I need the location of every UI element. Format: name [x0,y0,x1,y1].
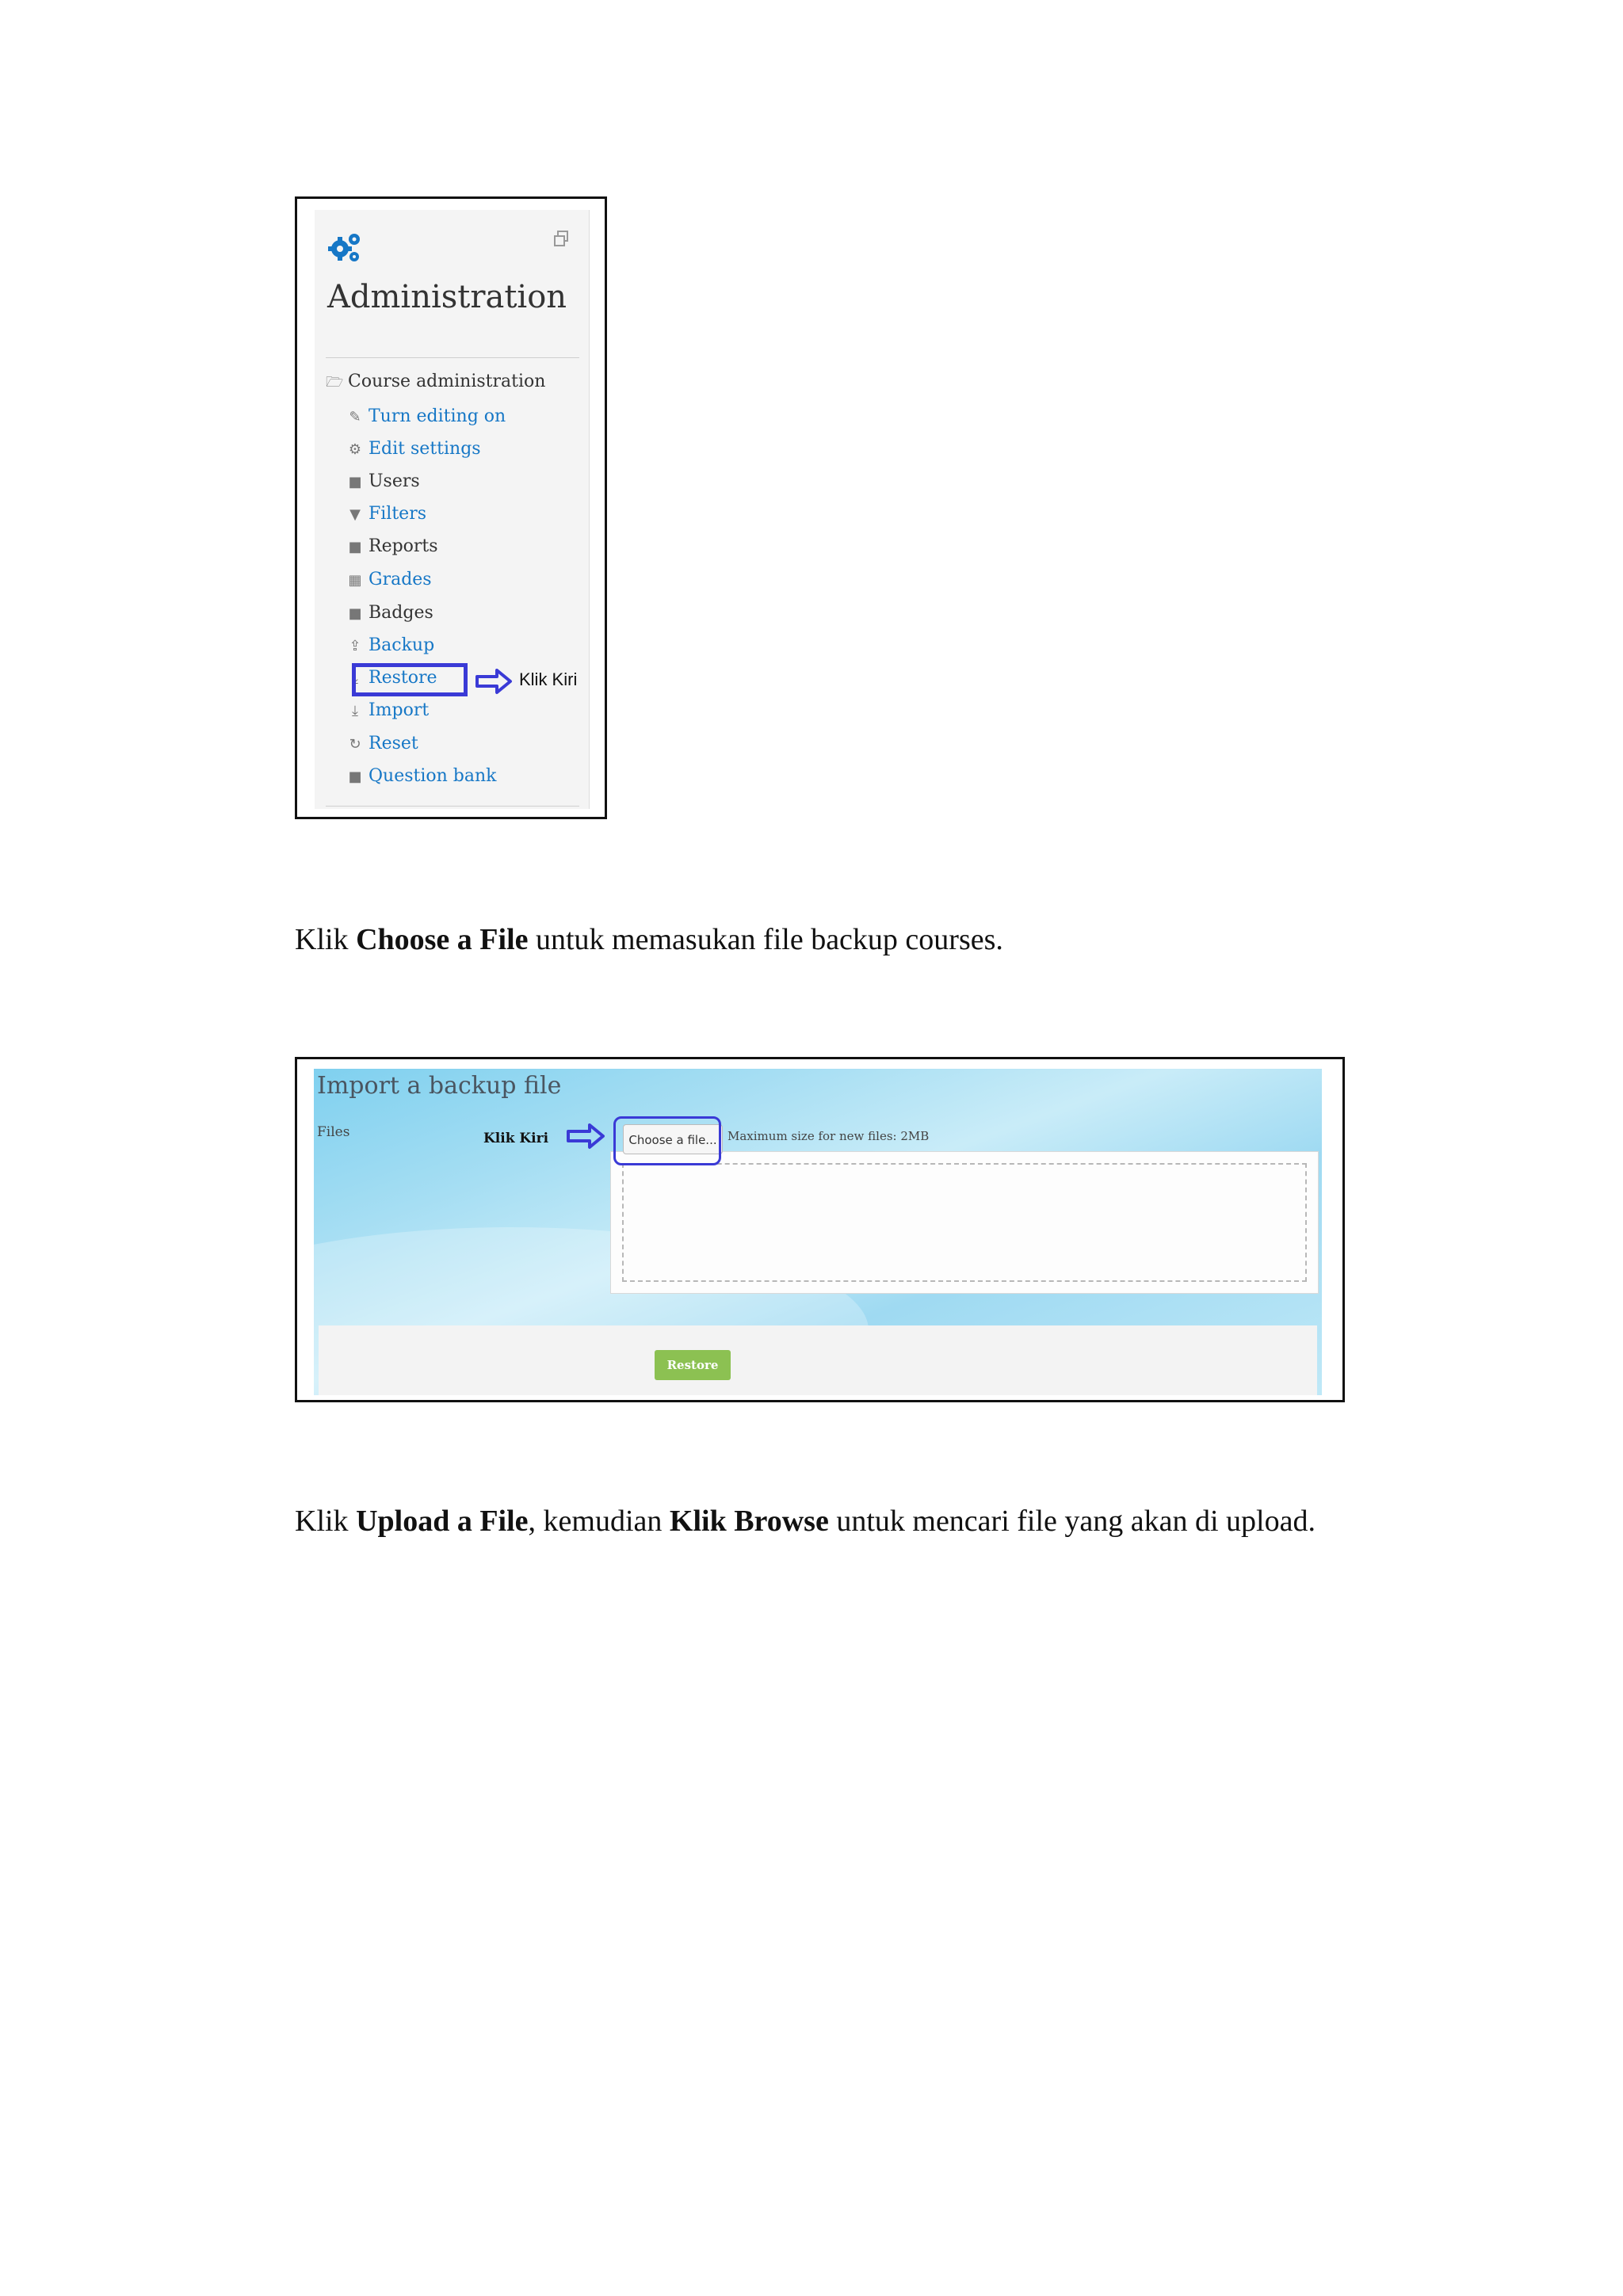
menu-item-filters[interactable]: ▼ Filters [346,502,426,527]
callout-arrow-icon [566,1123,605,1150]
import-backup-panel [314,1069,1322,1395]
choose-a-file-button[interactable]: Choose a file... [623,1124,723,1154]
folder-open-icon: 🗁 [326,374,344,391]
klik-kiri-callout: Klik Kiri [519,669,578,689]
menu-item-reset[interactable]: ↻ Reset [346,732,418,757]
download-icon: ⤓ [352,703,358,719]
restore-button[interactable]: Restore [655,1350,731,1380]
course-administration-label: Course administration [348,372,546,391]
menu-item-edit-settings[interactable]: ⚙ Edit settings [346,437,481,462]
table-icon: ▦ [348,572,362,589]
course-administration-node[interactable] [326,370,545,395]
import-backup-screenshot [295,1057,1345,1402]
max-file-size-note: Maximum size for new files: 2MB [727,1129,930,1143]
administration-title-text: Administration [327,279,567,315]
file-drop-area[interactable] [610,1151,1319,1294]
divider [326,357,579,358]
folder-icon: ■ [348,605,362,622]
admin-block-screenshot [295,196,607,819]
form-footer [319,1325,1317,1395]
menu-item-question-bank[interactable]: ■ Question bank [346,765,497,789]
menu-item-users[interactable]: ■ Users [346,470,420,494]
gears-icon [327,231,362,275]
menu-item-backup[interactable]: ⇪ Backup [346,634,434,658]
menu-item-restore[interactable]: ⤓ Restore [346,666,437,691]
choose-file-highlight [613,1116,721,1165]
restore-highlight-box [352,663,468,696]
gear-icon: ⚙ [348,441,362,458]
menu-item-badges[interactable]: ■ Badges [346,601,433,626]
download-icon: ⤓ [352,670,358,687]
dock-icon[interactable] [557,231,568,242]
filter-icon: ▼ [349,506,361,523]
administration-panel [315,210,590,809]
drop-zone-border [622,1163,1307,1282]
instruction-paragraph-2: Klik Upload a File, kemudian Klik Browse untuk mencari file yang akan di upload. [295,1505,1316,1538]
files-label: Files [317,1124,350,1140]
upload-icon: ⇪ [349,638,361,654]
menu-item-import[interactable]: ⤓ Import [346,699,429,723]
administration-title [327,226,565,319]
pencil-icon: ✎ [349,409,361,425]
refresh-icon: ↻ [349,736,361,753]
klik-kiri-callout: Klik Kiri [483,1131,549,1146]
instruction-paragraph-1: Klik Choose a File untuk memasukan file backup courses. [295,923,1003,956]
folder-icon: ■ [348,539,362,555]
folder-icon: ■ [348,474,362,490]
menu-item-reports[interactable]: ■ Reports [346,535,438,559]
folder-icon: ■ [348,769,362,785]
callout-arrow-icon [475,668,513,695]
menu-item-turn-editing-on[interactable]: ✎ Turn editing on [346,405,506,429]
divider [326,806,579,807]
menu-item-grades[interactable]: ▦ Grades [346,568,432,593]
import-backup-title: Import a backup file [317,1072,562,1100]
